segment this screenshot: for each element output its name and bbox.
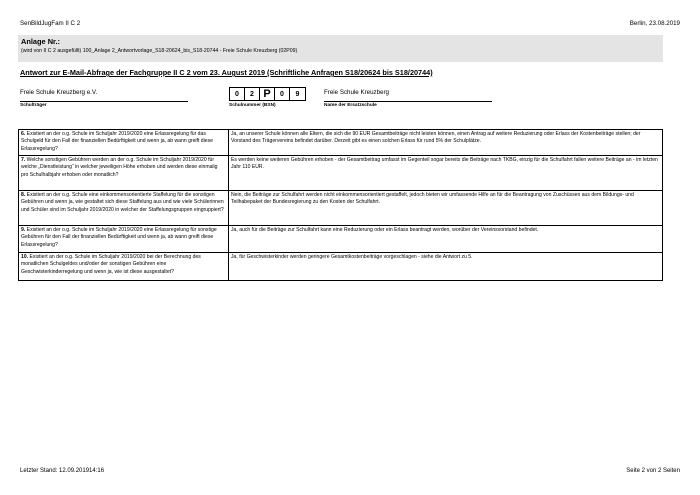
schultraeger-value: Freie Schule Kreuzberg e.V. bbox=[20, 89, 98, 96]
table-row bbox=[19, 130, 663, 156]
answer-cell: Es werden keine weiteren Gebühren erhoben - der Gesamtbeitrag umfasst im Gegenteil sogar bereits die Beiträge nach TKBG, einzig für die Schulfahrt fallen weitere Beiträge an - im letzten Jahr 110 EUR. bbox=[229, 156, 663, 191]
question-cell bbox=[19, 191, 229, 226]
bsn-digit: 9 bbox=[295, 90, 300, 98]
ersatzschule-underline bbox=[324, 101, 492, 102]
question-text: Existiert an der o.g. Schule eine einkommensorientierte Staffelung für die sonstigen Gebühren und wenn ja, wie gestaltet sich diese Staffelung aus und wie viele Schülerinnen und Schüler sind im Schuljahr 2019/2020 in welcher der Staffelungsgruppen eingruppiert? bbox=[21, 192, 224, 213]
anlage-subtitle: (wird von II C 2 ausgefüllt) 100_Anlage 2_Antwortvorlage_S18-20624_bis_S18-20744 - Freie Schule Kreuzberg (02P09) bbox=[21, 48, 298, 54]
anlage-title: Anlage Nr.: bbox=[21, 37, 61, 46]
question-cell bbox=[19, 226, 229, 253]
page-number: Seite 2 von 2 Seiten bbox=[626, 468, 680, 474]
table-row bbox=[19, 226, 663, 253]
question-number: 7. bbox=[21, 157, 26, 163]
document-title: Antwort zur E-Mail-Abfrage der Fachgruppe II C 2 vom 23. August 2019 (Schriftliche Anfragen S18/20624 bis S18/20744) bbox=[20, 68, 433, 77]
bsn-digit: 2 bbox=[245, 88, 260, 100]
ersatzschule-label: Name der Ersatzschule bbox=[324, 103, 377, 108]
bsn-label: Schulnummer (BSN) bbox=[229, 103, 276, 108]
bsn-digit: 0 bbox=[230, 88, 245, 100]
last-updated: Letzter Stand: 12.09.201914:16 bbox=[20, 468, 105, 474]
question-text: Existiert an der o.g. Schule im Schuljahr 2019/2020 eine Erlassregelung für das Schulgeld für den Fall der finanziellen Bedürftigkeit und wenn ja, ab wann greift diese Erlassregelung? bbox=[21, 131, 213, 152]
table-row bbox=[19, 253, 663, 281]
table-row bbox=[19, 156, 663, 191]
schultraeger-label: Schulträger bbox=[20, 103, 47, 108]
answer-cell: Nein, die Beiträge zur Schulfahrt werden nicht einkommensorientiert gestaffelt, jedoch bieten wir umfassende Hilfe an für die Beantragung von Zuschüssen aus dem Bildungs- und Teilhabepaket der Bundesregierung zu den Kosten der Schulfahrt. bbox=[229, 191, 663, 226]
answer-cell: Ja, auch für die Beiträge zur Schulfahrt kann eine Reduzierung oder ein Erlass beantragt werden, worüber der Vereinsvorstand befindet. bbox=[229, 226, 663, 253]
question-text: Welche sonstigen Gebühren werden an der o.g. Schule im Schuljahr 2019/2020 für welche „Dienstleistung“ in welcher jeweiligen Höhe erhoben und werden diese einmalig pro Schulhalbjahr erhoben oder monatlich? bbox=[21, 157, 218, 178]
question-number: 8. bbox=[21, 192, 26, 198]
answer-cell: Ja, für Geschwisterkinder werden geringere Gesamtkostenbeiträge vorgeschlagen - siehe die Antwort zu 5. bbox=[229, 253, 663, 281]
question-number: 9. bbox=[21, 227, 26, 233]
bsn-digit: 0 bbox=[275, 88, 290, 100]
header-date: Berlin, 23.08.2019 bbox=[629, 20, 680, 27]
question-text: Existiert an der o.g. Schule im Schuljahr 2019/2020 eine Erlassregelung für sonstige Gebühren für den Fall der finanziellen Bedürftigkeit und wenn ja, ab wann greift diese Erlassregelung? bbox=[21, 227, 217, 248]
bsn-letter: P bbox=[260, 88, 275, 100]
header-office: SenBildJugFam II C 2 bbox=[20, 20, 81, 27]
answer-cell: Ja, an unserer Schule können alle Eltern, die sich die 90 EUR Gesamtbeiträge nicht leisten können, einen Antrag auf weitere Reduzierung oder Erlass der Kostenbeiträge stellen; der Vorstand des Trägervereins befindet darüber. Derzeit gibt es einen solchen Erlass für rund 5% der Schulplätze. bbox=[229, 130, 663, 156]
anlage-box bbox=[18, 35, 663, 62]
table-row bbox=[19, 191, 663, 226]
schultraeger-underline bbox=[20, 101, 188, 102]
ersatzschule-value: Freie Schule Kreuzberg bbox=[324, 89, 390, 96]
qa-table bbox=[18, 129, 663, 281]
question-cell bbox=[19, 253, 229, 281]
question-cell bbox=[19, 156, 229, 191]
question-cell bbox=[19, 130, 229, 156]
question-text: Existiert an der o.g. Schule im Schuljahr 2019/2020 bei der Berechnung des monatlichen Schulgeldes und/oder der sonstigen Gebühren eine Geschwisterkinderregelung und wenn ja, wie ist diese ausgestaltet? bbox=[21, 254, 201, 275]
question-number: 6. bbox=[21, 131, 26, 137]
question-number: 10. bbox=[21, 254, 29, 260]
bsn-boxes bbox=[229, 87, 306, 101]
